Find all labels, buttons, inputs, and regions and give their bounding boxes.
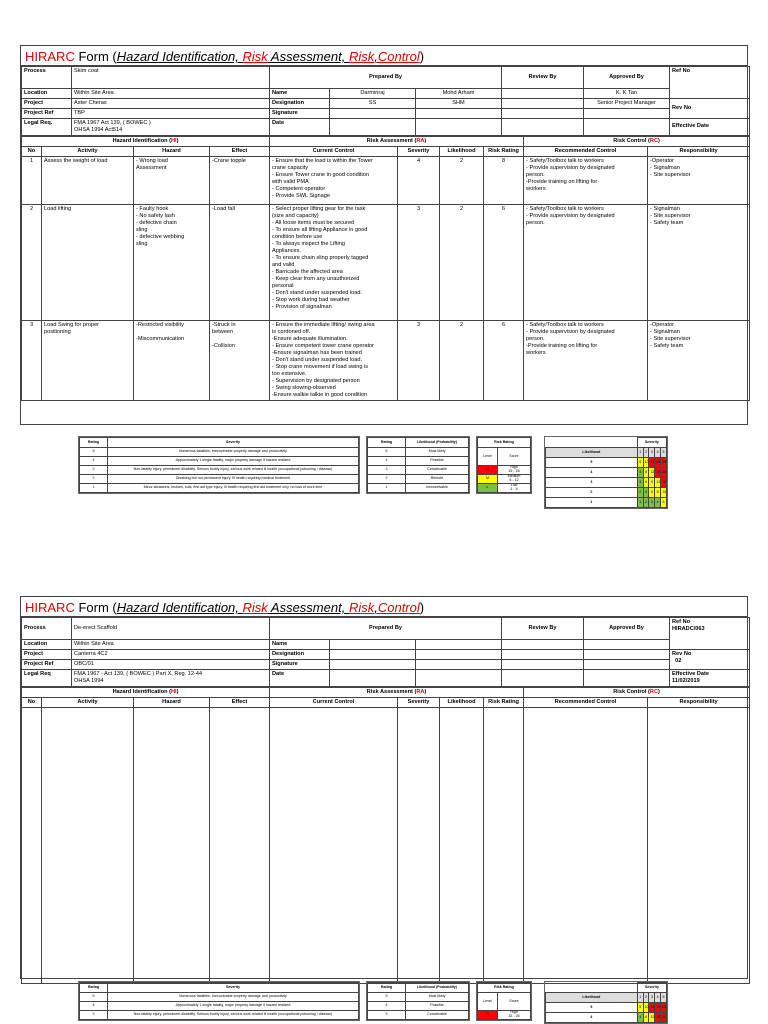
process-value: Skim coat — [72, 67, 270, 89]
date-cell-2 — [416, 118, 502, 135]
signature-label: Signature — [270, 108, 330, 118]
hi-section-header: Hazard Identification (HI) — [22, 136, 270, 146]
signature-cell-3 — [502, 108, 584, 118]
ra-section-header: Risk Assessment (RA) — [270, 136, 524, 146]
process-label: Process — [22, 618, 72, 640]
header-table — [21, 66, 750, 136]
approved-by-label: Approved By — [584, 618, 670, 640]
signature-label: Signature — [270, 659, 330, 669]
rc-section-header: Risk Control (RC) — [524, 687, 750, 697]
hirarc-form-1 — [20, 45, 748, 425]
review-by-label: Review By — [502, 618, 584, 640]
project-ref-value: OBC/01 — [72, 659, 270, 669]
ra-section-header: Risk Assessment (RA) — [270, 687, 524, 697]
approver-designation: Senior Project Manager — [584, 98, 670, 108]
prepared-by-label: Prepared By — [270, 618, 502, 640]
table-row: 1 Assess the weight of load - Wrong load Assessment -Crane topple - Ensure that the load is within the Tower crane capacity - Ensure Tower crane in good condition with valid PMA - Competent operator - Provide SWL Signage 4 2 8 - Safety/Toolbox talk to workers - Provide supervision by designated person. -Provide training on lifting for workers -Operator - Signalman - Site supervisor — [22, 156, 750, 204]
approved-by-label: Approved By — [584, 67, 670, 89]
ref-no-label: Ref No — [670, 67, 750, 99]
review-by-label: Review By — [502, 67, 584, 89]
rc-section-header: Risk Control (RC) — [524, 136, 750, 146]
col-responsibility: Responsibility — [648, 146, 750, 156]
reviewer-designation — [502, 98, 584, 108]
project-label: Project — [22, 649, 72, 659]
risk-legend-2: Rating Severity 5 Numerous fatalities, irrecoverable property damage and productivity 4 Approximately 1 single fatality, major property damage if hazard realized 3 Non-fatality injury, permanent disability. Serious bodily injury, serious work related ill health (occupational poisoning / disease) Rating Likelihood (Probability) 5 Most likely 4 Possible 3 Conceivable Risk Rating Level Score H High 15 - 25 Severity Likelihood 1 2 3 4 5 5 5 10 15 20 25 4 4 8 12 16 20 — [78, 981, 668, 1024]
designation-label: Designation — [270, 98, 330, 108]
legal-req-value: FMA 1967 Act 139, ( BOWEC ) OHSA 1994 Act514 — [72, 118, 270, 135]
hirarc-form-2 — [20, 596, 748, 979]
table-row: 2 Load lifting - Faulty hook - No safety lash - defective chain sling - defective webbing sling -Load fall - Select proper lifting gear for the task (size and capacity) - All loose items must be secured - To ensure all lifting Appliance in good condition before use - To always inspect the Lifting Appliances. - To ensure chain sling properly tagged and valid - Barricade the affected area - Keep clear from any unauthorized personal - Don't stand under suspended load. - Stop work during bad weather - Provision of signalman 3 2 6 - Safety/Toolbox talk to workers - Provide supervision by designated person. - Signalman - Site supervisor - Safety team — [22, 204, 750, 320]
process-value: De-erect Scaffold — [72, 618, 270, 640]
date-cell-1 — [330, 118, 416, 135]
rev-no-cell: Rev No 02 — [670, 649, 750, 669]
date-label: Date — [270, 669, 330, 686]
location-value: Within Site Area — [72, 89, 270, 99]
empty-table-row — [22, 707, 750, 983]
form-title: HIRARC Form (Hazard Identification, Risk Assessment, Risk,Control) — [21, 46, 747, 66]
table-row: 3 Load Swing for proper positioning -Restricted visibility -Miscommunication -Struck in between -Collision - Ensure the immediate lifting/ swing area is cordoned off. -Ensure adequate illumination. - Ensure competent tower crane operator -Ensure signalman has been trained - Don't stand under suspended load. - Stop crane movement if load swing is too extensive. - Supervision by designated person - Swing slowing-observed -Ensure walkie talkie in good condition 3 2 6 - Safety/Toolbox talk to workers - Provide supervision by designated person. -Provide training on lifting for workers -Operator - Signalman - Site supervisor - Safety team — [22, 320, 750, 400]
severity-legend: Rating Severity 5 Numerous fatalities, irrecoverable property damage and productivity 4 Approximately 1 single fatality, major property damage if hazard realized 3 Non-fatality injury, permanent disability. Serious bodily injury, serious work related ill health (occupational poisoning / disease) 2 Disabling but not permanent injury. Ill health requiring medical treatment 1 Minor abrasions, bruises, cuts, first aid type injury. Ill health requiring first aid treatment only, no loss of work time — [78, 436, 360, 494]
signature-cell-1 — [330, 108, 416, 118]
col-hazard: Hazard — [134, 146, 210, 156]
legal-req-value: FMA 1967 - Act 139, ( BOWEC ) Part X, Reg. 12-44 OHSA 1994 — [72, 669, 270, 686]
hazard-table — [21, 136, 750, 401]
preparer-designation-1: SS — [330, 98, 416, 108]
approver-name: K. K Tan — [584, 89, 670, 99]
name-label: Name — [270, 640, 330, 650]
effective-date-cell: Effective Date 11/02/2019 — [670, 669, 750, 686]
project-value: Canterra 4C2 — [72, 649, 270, 659]
col-activity: Activity — [42, 146, 134, 156]
col-effect: Effect — [210, 146, 270, 156]
date-cell-3 — [502, 118, 584, 135]
col-no: No — [22, 146, 42, 156]
header-table — [21, 617, 750, 687]
col-risk-rating: Risk Rating — [484, 146, 524, 156]
project-value: Aster Cheras — [72, 98, 270, 108]
designation-label: Designation — [270, 649, 330, 659]
risk-legend-1 — [78, 436, 668, 504]
project-ref-label: Project Ref — [22, 659, 72, 669]
preparer-designation-2: SHM — [416, 98, 502, 108]
hazard-table: Hazard Identification (HI) Risk Assessment (RA) Risk Control (RC) No Activity Hazard Effect Current Control Severity Likelihood Risk Rating Recommended Control Responsibility — [21, 687, 750, 984]
ref-no-cell: Ref No HIRADC/063 — [670, 618, 750, 650]
risk-rating-legend: Risk Rating Level Score H High 15 - 25 M Medium 5 - 12 L Low 1 - 4 — [476, 436, 532, 494]
likelihood-legend: Rating Likelihood (Probability) 5 Most likely 4 Possible 3 Conceivable 2 Remote 1 Inconceivable — [366, 436, 470, 494]
date-label: Date — [270, 118, 330, 135]
prepared-by-label: Prepared By — [270, 67, 502, 89]
preparer-name-1: Darminraj — [330, 89, 416, 99]
name-label: Name — [270, 89, 330, 99]
col-severity: Severity — [398, 146, 440, 156]
location-value: Within Site Area — [72, 640, 270, 650]
date-cell-4 — [584, 118, 670, 135]
risk-matrix: Severity Likelihood 1 2 3 4 5 5 5 10 15 20 25 4 4 8 12 16 20 3 3 6 9 12 15 2 2 4 6 8 10 1 1 2 3 4 5 — [544, 436, 668, 509]
form-title: HIRARC Form (Hazard Identification, Risk Assessment, Risk,Control) — [21, 597, 747, 617]
col-recommended-control: Recommended Control — [524, 146, 648, 156]
reviewer-name — [502, 89, 584, 99]
col-current-control: Current Control — [270, 146, 398, 156]
location-label: Location — [22, 89, 72, 99]
legal-req-label: Legal Req. — [22, 118, 72, 135]
col-likelihood: Likelihood — [440, 146, 484, 156]
project-ref-value: TBP — [72, 108, 270, 118]
project-ref-label: Project Ref — [22, 108, 72, 118]
process-label: Process — [22, 67, 72, 89]
project-label: Project — [22, 98, 72, 108]
hi-section-header: Hazard Identification (HI) — [22, 687, 270, 697]
effective-date-label: Effective Date — [670, 118, 750, 135]
location-label: Location — [22, 640, 72, 650]
preparer-name-2: Mohd Arham — [416, 89, 502, 99]
rev-no-label: Rev No — [670, 98, 750, 118]
signature-cell-2 — [416, 108, 502, 118]
signature-cell-4 — [584, 108, 670, 118]
legal-req-label: Legal Req — [22, 669, 72, 686]
